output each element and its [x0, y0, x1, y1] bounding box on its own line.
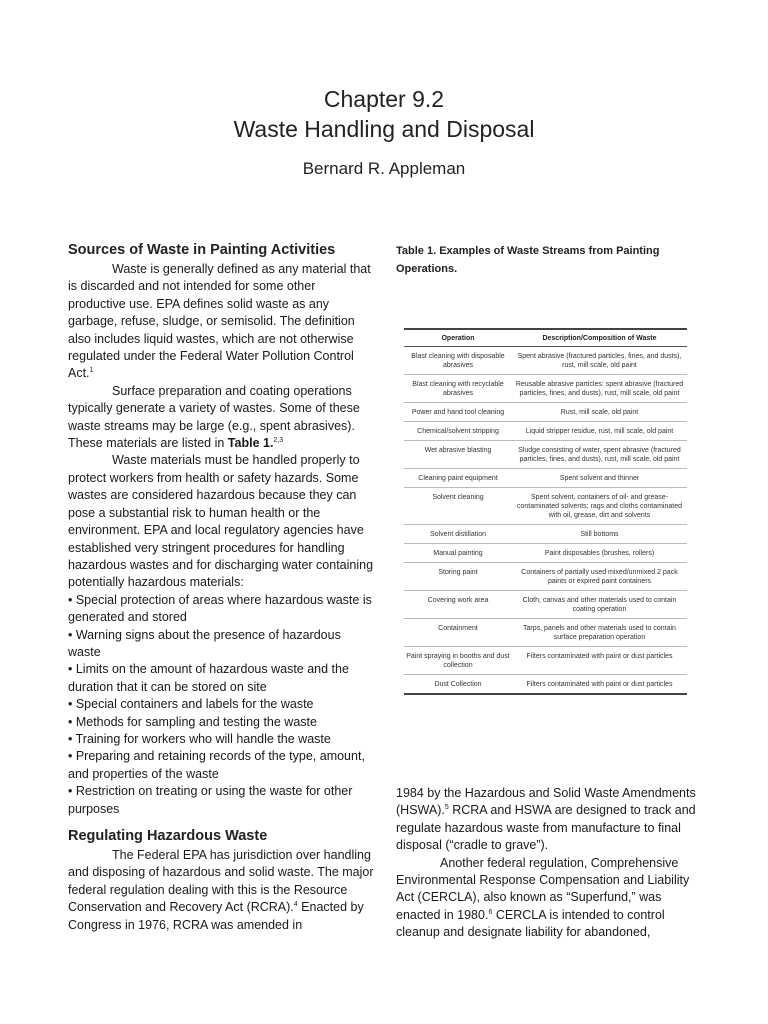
table-cell: Spent abrasive (fractured particles, fines, and dusts), rust, mill scale, old paint	[512, 347, 687, 375]
list-item: • Training for workers who will handle the waste	[68, 731, 331, 746]
table-row	[404, 619, 687, 647]
table-row	[404, 422, 687, 441]
table-cell: Rust, mill scale, old paint	[512, 403, 687, 422]
table-cell: Spent solvent and thinner	[512, 469, 687, 488]
table-cell: Power and hand tool cleaning	[404, 403, 512, 422]
table-caption: Table 1. Examples of Waste Streams from Painting Operations.	[396, 245, 660, 275]
list-item: • Preparing and retaining records of the type, amount, and properties of the waste	[68, 749, 365, 781]
list-item: • Methods for sampling and testing the waste	[68, 714, 317, 729]
table-cell: Filters contaminated with paint or dust particles	[512, 675, 687, 695]
table-row	[404, 488, 687, 525]
table-cell: Blast cleaning with recyclable abrasives	[404, 375, 512, 403]
list-item: • Restriction on treating or using the waste for other purposes	[68, 784, 353, 816]
table-cell: Spent solvent, containers of oil- and grease-contaminated solvents; rags and cloths contaminated with oil, grease, dirt and solvents	[512, 488, 687, 525]
table-header-row	[404, 329, 687, 347]
column-header: Description/Composition of Waste	[512, 329, 687, 347]
table-row	[404, 675, 687, 695]
list-item: • Special protection of areas where hazardous waste is generated and stored	[68, 592, 372, 625]
table-cell: Wet abrasive blasting	[404, 441, 512, 469]
section-heading-regulating: Regulating Hazardous Waste	[68, 828, 268, 844]
table-row	[404, 544, 687, 563]
title-block	[0, 84, 768, 144]
table-cell: Blast cleaning with disposable abrasives	[404, 347, 512, 375]
table-cell: Liquid stripper residue, rust, mill scale, old paint	[512, 422, 687, 441]
table-cell: Storing paint	[404, 563, 512, 591]
table-cell: Still bottoms	[512, 525, 687, 544]
table-cell: Paint disposables (brushes, rollers)	[512, 544, 687, 563]
paragraph: Another federal regulation, Comprehensive Environmental Response Compensation and Liability Act (CERCLA), also known as “Superfund,” was enacted in 1980.$^6$ CERCLA is intended to control cleanup and designate liability for abandoned,	[396, 855, 690, 940]
table-row	[404, 469, 687, 488]
left-column	[68, 240, 376, 934]
author-name: Bernard R. Appleman	[302, 159, 466, 178]
list-item: • Warning signs about the presence of hazardous waste	[68, 627, 341, 659]
waste-streams-table	[404, 328, 687, 695]
column-header: Operation	[404, 329, 512, 347]
table-row	[404, 563, 687, 591]
table-cell: Containers of partially used mixed/unmixed 2 pack paints or expired paint containers	[512, 563, 687, 591]
table-row	[404, 647, 687, 675]
list-item: • Limits on the amount of hazardous waste and the duration that it can be stored on site	[68, 662, 349, 694]
table-row	[404, 525, 687, 544]
table-cell: Paint spraying in booths and dust collection	[404, 647, 512, 675]
paragraph: 1984 by the Hazardous and Solid Waste Amendments (HSWA).$^5$ RCRA and HSWA are designed to track and regulate hazardous waste from manufacture to final disposal (“cradle to grave”).	[396, 786, 696, 853]
right-column-text	[396, 785, 708, 942]
paragraph: Surface preparation and coating operations typically generate a variety of wastes. Some of these waste streams may be large (e.g., spent abrasives). These materials are listed in Table 1.$^{2,3}$	[68, 383, 360, 451]
table-cell: Cloth, canvas and other materials used to contain coating operation	[512, 591, 687, 619]
table-cell: Solvent distillation	[404, 525, 512, 544]
table-cell: Tarps, panels and other materials used to contain surface preparation operation	[512, 619, 687, 647]
paragraph: Waste is generally defined as any material that is discarded and not intended for some other productive use. EPA defines solid waste as any garbage, refuse, sludge, or semisolid. The definition also includes liquid wastes, which are not otherwise regulated under the Federal Water Pollution Control Act.$^1$	[68, 262, 371, 381]
table-row	[404, 375, 687, 403]
table-cell: Filters contaminated with paint or dust particles	[512, 647, 687, 675]
table-cell: Chemical/solvent stripping	[404, 422, 512, 441]
table-cell: Cleaning paint equipment	[404, 469, 512, 488]
table-cell: Reusable abrasive particles: spent abrasive (fractured particles, fines, and dusts), rust, mill scale, old paint	[512, 375, 687, 403]
paragraph: Waste materials must be handled properly to protect workers from health or safety hazards. Some wastes are considered hazardous because they can pose a substantial risk to human health or the environment. EPA and local regulatory agencies have established very stringent procedures for handling hazardous wastes and for discharging water containing potentially hazardous materials:	[68, 453, 374, 590]
chapter-number: Chapter 9.2	[323, 86, 445, 112]
table-cell: Dust Collection	[404, 675, 512, 695]
table-cell: Solvent cleaning	[404, 488, 512, 525]
table-row	[404, 591, 687, 619]
bullet-list	[68, 592, 376, 818]
table-cell: Sludge consisting of water, spent abrasive (fractured particles, fines, and dusts), rust, mill scale, old paint	[512, 441, 687, 469]
list-item: • Special containers and labels for the waste	[68, 697, 314, 712]
section-heading-sources: Sources of Waste in Painting Activities	[68, 242, 336, 258]
table-row	[404, 347, 687, 375]
table-row	[404, 403, 687, 422]
paragraph: The Federal EPA has jurisdiction over handling and disposing of hazardous and solid waste. The major federal regulation dealing with this is the Resource Conservation and Recovery Act (RCRA).$^4$ Enacted by Congress in 1976, RCRA was amended in	[68, 848, 374, 932]
table-cell: Manual painting	[404, 544, 512, 563]
table-cell: Covering work area	[404, 591, 512, 619]
chapter-title: Waste Handling and Disposal	[233, 116, 535, 142]
table-row	[404, 441, 687, 469]
table-cell: Containment	[404, 619, 512, 647]
